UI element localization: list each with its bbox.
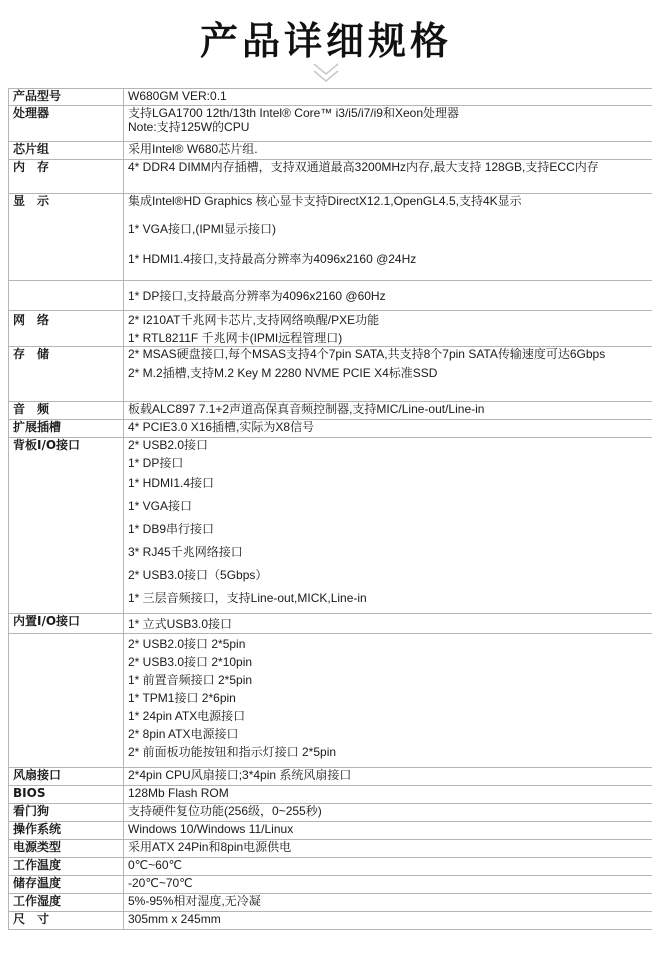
spec-value — [124, 614, 652, 634]
spec-value — [124, 876, 652, 894]
spec-row — [9, 347, 652, 402]
spec-line: 1* HDMI1.4接口,支持最高分辨率为4096x2160 @24Hz — [128, 252, 417, 266]
spec-row — [9, 822, 652, 840]
spec-table — [8, 88, 652, 930]
spec-value — [124, 160, 652, 194]
spec-line: 5%-95%相对湿度,无冷凝 — [128, 894, 261, 908]
spec-line: 2* 前面板功能按钮和指示灯接口 2*5pin — [128, 745, 337, 759]
spec-label: 内置I/O接口 — [9, 614, 124, 634]
spec-row — [9, 858, 652, 876]
page-header — [0, 0, 652, 88]
spec-line: 128Mb Flash ROM — [128, 786, 229, 800]
spec-line: 1* DB9串行接口 — [128, 522, 215, 536]
spec-value — [124, 311, 652, 347]
spec-line: 采用Intel® W680芯片组. — [128, 142, 258, 156]
spec-line: W680GM VER:0.1 — [128, 89, 227, 103]
spec-label: 工作湿度 — [9, 894, 124, 912]
spec-value — [124, 420, 652, 438]
spec-row — [9, 634, 652, 768]
spec-line: 1* 立式USB3.0接口 — [128, 616, 233, 631]
spec-line: 2* 8pin ATX电源接口 — [128, 727, 239, 741]
spec-label: 显 示 — [9, 194, 124, 281]
spec-value — [124, 634, 652, 768]
spec-line: 1* 三层音频接口，支持Line-out,MICK,Line-in — [128, 591, 367, 605]
spec-row — [9, 194, 652, 281]
spec-value — [124, 804, 652, 822]
spec-row — [9, 438, 652, 614]
spec-label: 风扇接口 — [9, 768, 124, 786]
spec-line: 采用ATX 24Pin和8pin电源供电 — [128, 840, 292, 854]
spec-line: 2* M.2插槽,支持M.2 Key M 2280 NVME PCIE X4标准SSD — [128, 366, 438, 380]
spec-line: 集成Intel®HD Graphics 核心显卡支持DirectX12.1,OpenGL4.5,支持4K显示 — [128, 194, 522, 208]
spec-line: 1* TPM1接口 2*6pin — [128, 691, 236, 705]
spec-value — [124, 402, 652, 420]
spec-value — [124, 281, 652, 311]
spec-value — [124, 106, 652, 142]
spec-row — [9, 142, 652, 160]
spec-row — [9, 876, 652, 894]
spec-line: 2* I210AT千兆网卡芯片,支持网络唤醒/PXE功能 — [128, 313, 380, 327]
page-title: 产品详细规格 — [199, 19, 452, 63]
spec-row — [9, 912, 652, 930]
spec-label: 存 储 — [9, 347, 124, 402]
spec-value — [124, 858, 652, 876]
spec-line: 4* DDR4 DIMM内存插槽，支持双通道最高3200MHz内存,最大支持 128GB,支持ECC内存 — [128, 160, 599, 174]
spec-row — [9, 768, 652, 786]
spec-row — [9, 89, 652, 106]
spec-value — [124, 438, 652, 614]
spec-label: 音 频 — [9, 402, 124, 420]
spec-label: 芯片组 — [9, 142, 124, 160]
spec-label: 背板I/O接口 — [9, 438, 124, 614]
spec-row — [9, 894, 652, 912]
spec-value — [124, 142, 652, 160]
spec-line: Windows 10/Windows 11/Linux — [128, 822, 294, 836]
spec-line: 支持硬件复位功能(256级，0~255秒) — [128, 804, 322, 818]
spec-value — [124, 89, 652, 106]
spec-value — [124, 768, 652, 786]
spec-value — [124, 912, 652, 930]
spec-line: 2*4pin CPU风扇接口;3*4pin 系统风扇接口 — [128, 768, 352, 782]
spec-line: 2* USB3.0接口（5Gbps） — [128, 568, 268, 582]
spec-row — [9, 804, 652, 822]
spec-row — [9, 420, 652, 438]
spec-line: 1* 24pin ATX电源接口 — [128, 709, 246, 723]
spec-label: 尺 寸 — [9, 912, 124, 930]
spec-label: BIOS — [9, 786, 124, 804]
spec-value — [124, 840, 652, 858]
spec-line: -20℃~70℃ — [128, 876, 193, 890]
spec-label: 网 络 — [9, 311, 124, 347]
spec-line: 4* PCIE3.0 X16插槽,实际为X8信号 — [128, 420, 315, 434]
spec-label: 产品型号 — [9, 89, 124, 106]
spec-line: 2* USB3.0接口 2*10pin — [128, 655, 253, 669]
spec-label: 电源类型 — [9, 840, 124, 858]
spec-row — [9, 160, 652, 194]
spec-row — [9, 281, 652, 311]
spec-line: 2* USB2.0接口 2*5pin — [128, 637, 246, 651]
spec-row — [9, 840, 652, 858]
chevron-down-icon — [311, 60, 341, 84]
spec-value — [124, 822, 652, 840]
spec-line: 2* USB2.0接口 — [128, 438, 209, 452]
spec-label: 扩展插槽 — [9, 420, 124, 438]
spec-value — [124, 194, 652, 281]
spec-row — [9, 106, 652, 142]
spec-line: 1* VGA接口 — [128, 499, 193, 513]
spec-line: 支持LGA1700 12th/13th Intel® Core™ i3/i5/i7/i9和Xeon处理器 — [128, 106, 460, 120]
spec-line: 1* DP接口,支持最高分辨率为4096x2160 @60Hz — [128, 288, 386, 303]
spec-label: 内 存 — [9, 160, 124, 194]
spec-line: 1* HDMI1.4接口 — [128, 476, 215, 490]
spec-label: 操作系统 — [9, 822, 124, 840]
spec-value — [124, 347, 652, 402]
spec-line: 1* DP接口 — [128, 456, 184, 470]
spec-row — [9, 786, 652, 804]
spec-line: 0℃~60℃ — [128, 858, 182, 872]
spec-line: 305mm x 245mm — [128, 912, 221, 926]
spec-line: 1* 前置音频接口 2*5pin — [128, 673, 253, 687]
spec-row — [9, 311, 652, 347]
spec-value — [124, 786, 652, 804]
spec-label: 工作温度 — [9, 858, 124, 876]
spec-label: 处理器 — [9, 106, 124, 142]
spec-row — [9, 614, 652, 634]
spec-line: 板载ALC897 7.1+2声道高保真音频控制器,支持MIC/Line-out/Line-in — [128, 402, 485, 416]
spec-label: 看门狗 — [9, 804, 124, 822]
spec-line: 1* VGA接口,(IPMI显示接口) — [128, 222, 277, 236]
spec-label — [9, 634, 124, 768]
spec-label — [9, 281, 124, 311]
spec-line: 3* RJ45千兆网络接口 — [128, 545, 243, 559]
spec-line: 2* MSAS硬盘接口,每个MSAS支持4个7pin SATA,共支持8个7pin SATA传输速度可达6Gbps — [128, 347, 606, 361]
spec-line: 1* RTL8211F 千兆网卡(IPMI远程管理口) — [128, 331, 343, 345]
spec-value — [124, 894, 652, 912]
spec-label: 储存温度 — [9, 876, 124, 894]
spec-row — [9, 402, 652, 420]
spec-line: Note:支持125W的CPU — [128, 120, 250, 134]
